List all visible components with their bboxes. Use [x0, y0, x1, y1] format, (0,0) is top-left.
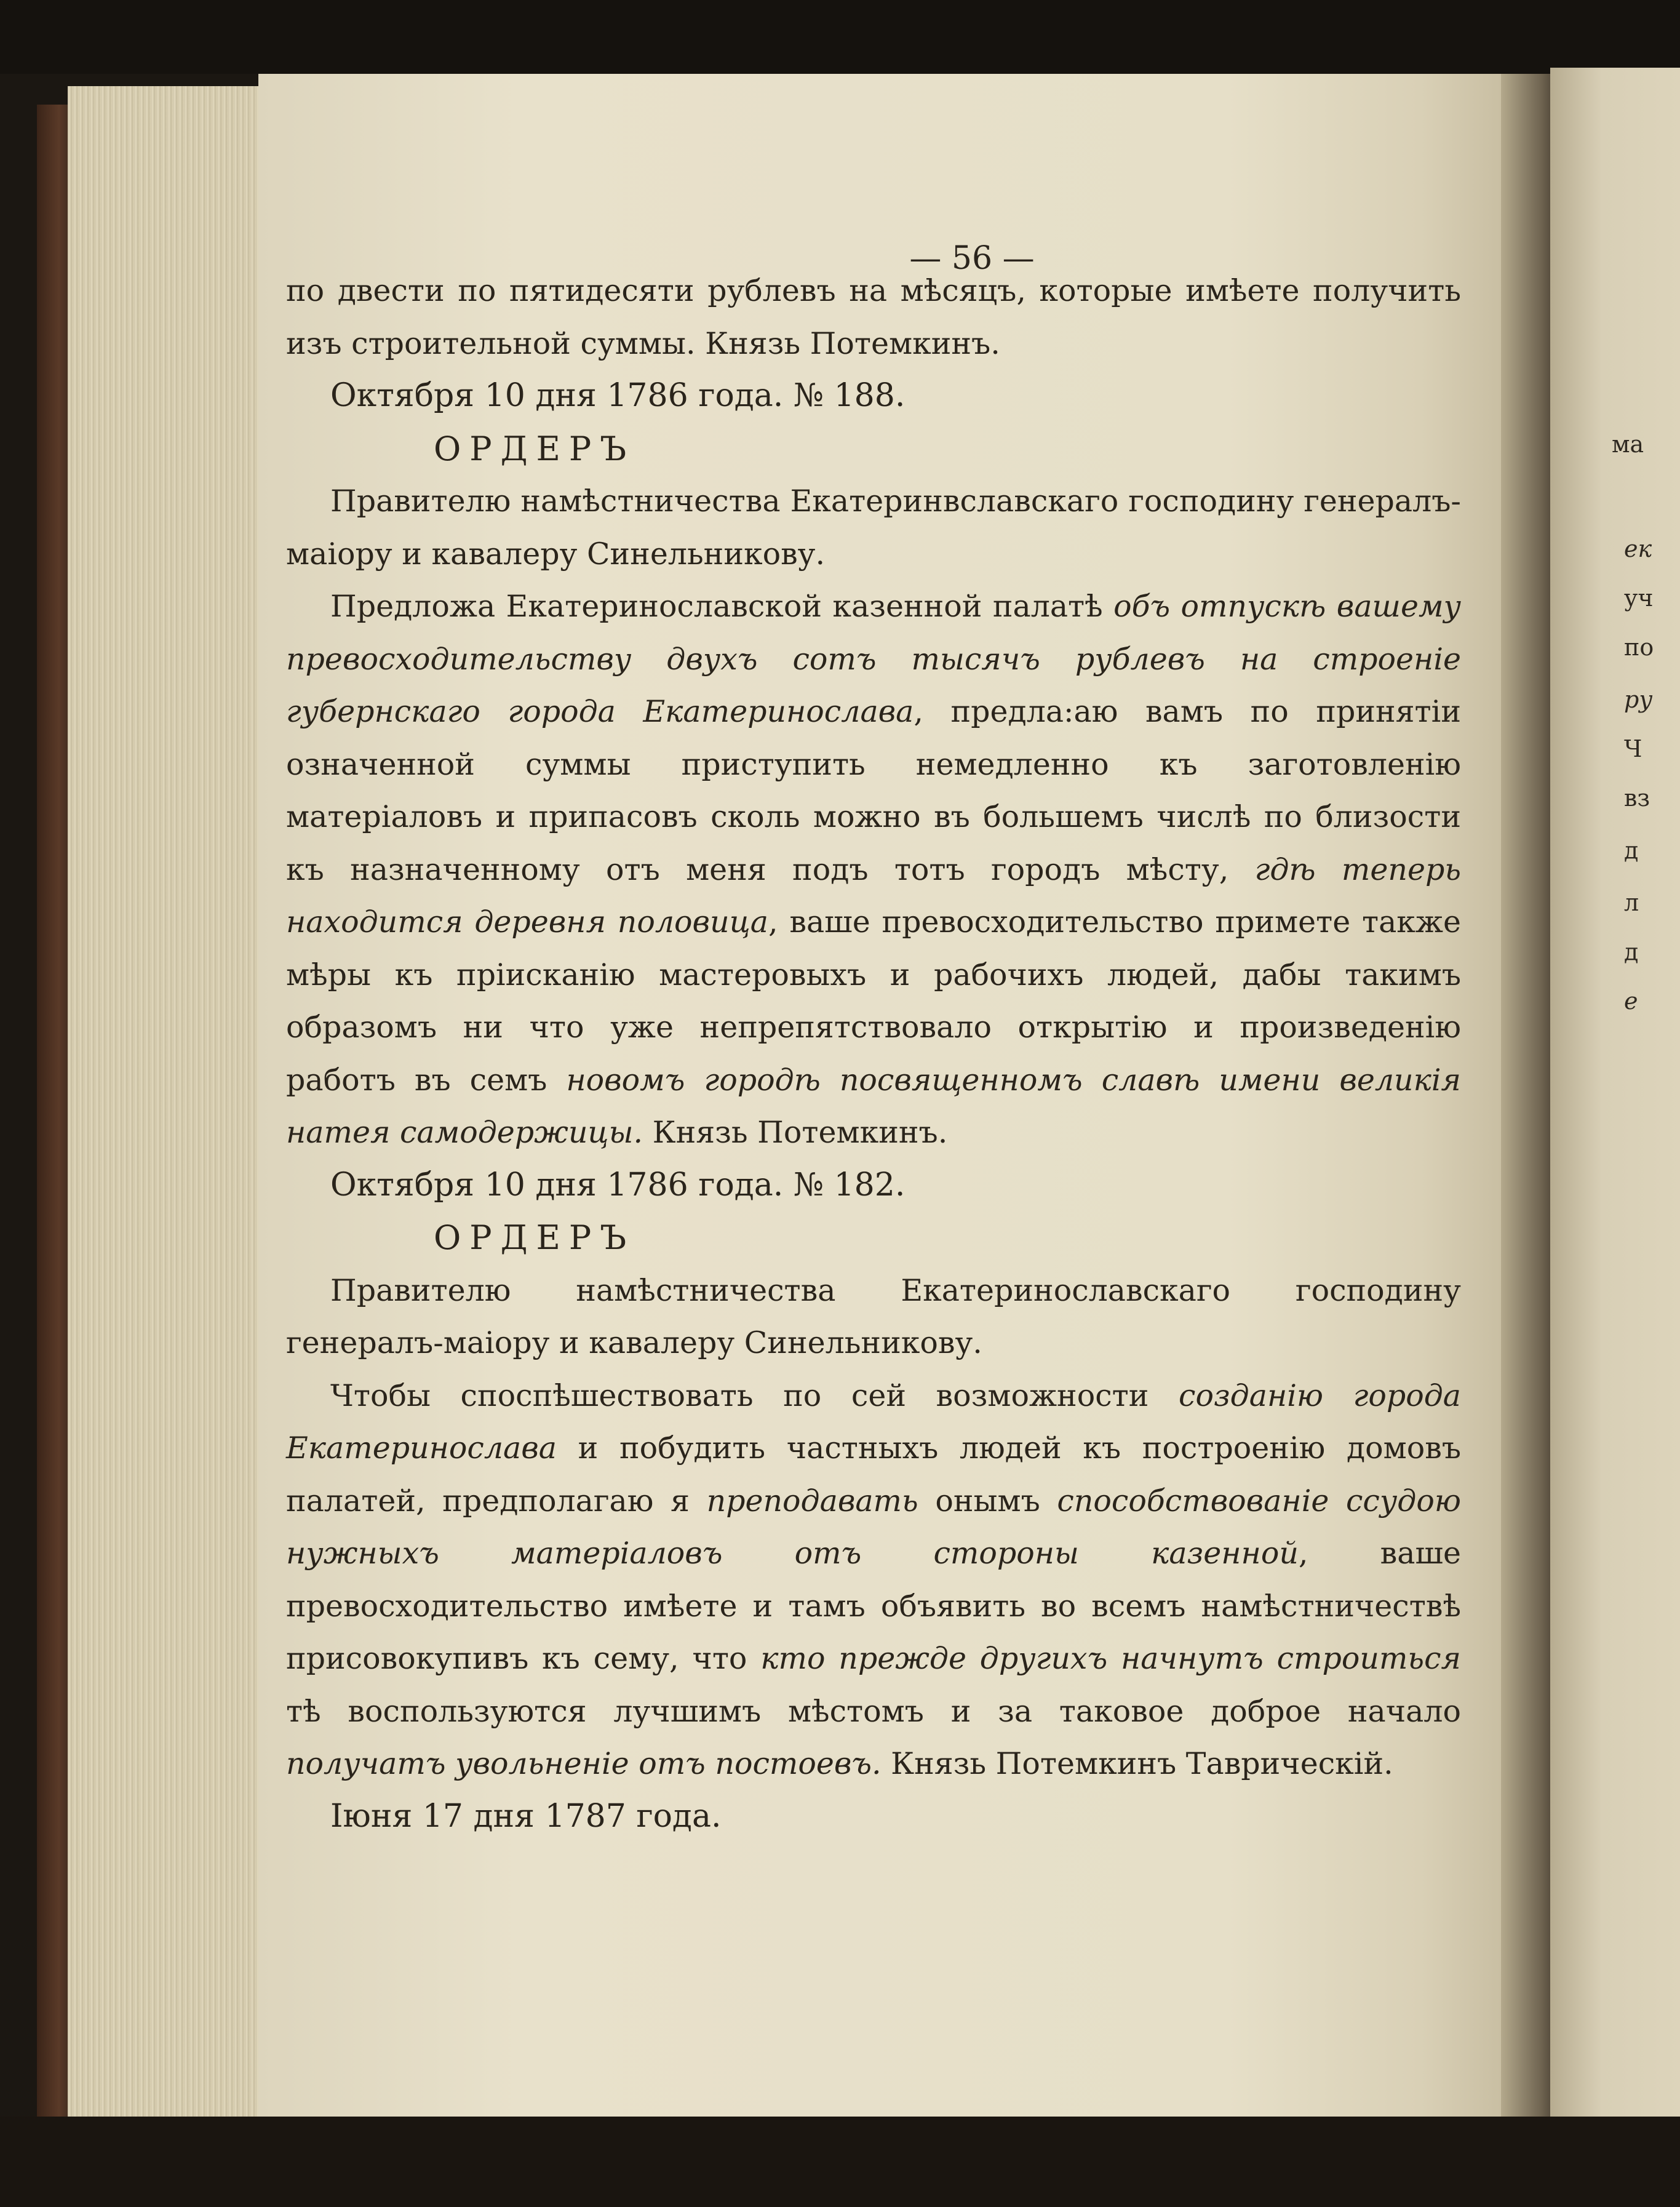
facing-page-text-fragment: л	[1624, 889, 1639, 916]
paragraph	[286, 265, 1461, 370]
italic-text: способствованіе ссудою нужныхъ матеріаловъ отъ стороны казенной	[286, 1483, 1461, 1571]
order-heading	[286, 1211, 1461, 1264]
text-run: Князь Потемкинъ.	[643, 1115, 948, 1150]
facing-page-text-fragment: д	[1624, 938, 1639, 965]
date-line	[286, 370, 1461, 423]
text-run: Правителю намѣстничества Екатеринославскаго господину генералъ-маіору и кавалеру Синельникову.	[286, 1272, 1461, 1360]
facing-page-text-fragment: вз	[1624, 784, 1650, 812]
italic-text: преподавать	[706, 1483, 918, 1519]
page-text	[286, 265, 1461, 1843]
date-line	[286, 1790, 1461, 1843]
text-run: Правителю намѣстничества Екатеринвславскаго господину генералъ-маіору и кавалеру Синельникову.	[286, 484, 1461, 572]
text-run: , ваше превосходительство примете также мѣры къ пріисканію мастеровыхъ и рабочихъ людей, дабы такимъ образомъ ни что уже непрепятствовало открытію и произведенію работъ въ семъ	[286, 904, 1462, 1098]
paragraph	[286, 475, 1461, 580]
text-run: Предложа Екатеринославской казенной палатѣ	[330, 589, 1114, 624]
text-run: и побудить частныхъ людей къ построенію домовъ палатей, предполагаю я	[286, 1431, 1461, 1519]
page-stack-edges	[68, 86, 289, 2117]
facing-page-fragment	[1550, 68, 1680, 2147]
facing-page-text-fragment: ек	[1624, 535, 1652, 562]
paragraph	[286, 580, 1461, 1159]
scan-top-border	[0, 0, 1680, 74]
italic-text: кто прежде другихъ начнутъ строиться	[760, 1641, 1461, 1676]
italic-text: объ отпускѣ вашему превосходительству двухъ сотъ тысячъ рублевъ на строеніе губернскаго города Екатеринослава	[286, 589, 1461, 729]
scan-bottom-border	[0, 2117, 1680, 2207]
text-run: по двести по пятидесяти рублевъ на мѣсяцъ, которые имѣете получить изъ строительной суммы. Князь Потемкинъ.	[286, 273, 1461, 361]
facing-page-text-fragment: уч	[1624, 585, 1654, 612]
paragraph	[286, 1370, 1461, 1790]
facing-page-text-fragment: д	[1624, 837, 1639, 864]
text-run: Іюня 17 дня 1787 года.	[330, 1797, 722, 1835]
order-heading	[286, 423, 1461, 476]
text-run: , предла:аю вамъ по принятіи означенной суммы приступить немедленно къ заготовленію матеріаловъ и припасовъ сколь можно въ большемъ числѣ по близости къ назначенному отъ меня подъ тотъ городъ мѣсту,	[286, 694, 1461, 887]
facing-page-text-fragment: е	[1624, 988, 1638, 1015]
text-run: ОРДЕРЪ	[434, 1218, 635, 1257]
text-run: Князь Потемкинъ Таврическій.	[881, 1746, 1393, 1781]
italic-text: гдѣ теперь находится деревня половица	[286, 852, 1461, 940]
facing-page-text-fragment: по	[1624, 634, 1654, 661]
date-line	[286, 1159, 1461, 1212]
text-run: ОРДЕРЪ	[434, 429, 635, 468]
italic-text: новомъ городѣ посвященномъ славѣ имени великія натея самодержицы.	[286, 1062, 1461, 1150]
text-run: , ваше превосходительство имѣете и тамъ объявить во всемъ намѣстничествѣ присовокупивъ къ сему, что	[286, 1536, 1461, 1676]
paragraph	[286, 1264, 1461, 1370]
italic-text: созданію города Екатеринослава	[286, 1378, 1461, 1466]
facing-page-text-fragment: ма	[1612, 431, 1644, 458]
text-run: Октября 10 дня 1786 года. № 188.	[330, 377, 906, 414]
text-run: тѣ воспользуются лучшимъ мѣстомъ и за таковое доброе начало	[286, 1693, 1461, 1729]
facing-page-text-fragment: Ч	[1624, 735, 1642, 762]
text-run: онымъ	[918, 1483, 1057, 1519]
italic-text: получатъ увольненіе отъ постоевъ.	[286, 1746, 882, 1781]
text-run: Чтобы споспѣшествовать по сей возможности	[330, 1378, 1179, 1413]
text-run: Октября 10 дня 1786 года. № 182.	[330, 1166, 906, 1203]
page-number: — 56 —	[909, 240, 1035, 277]
facing-page-text-fragment: ру	[1624, 686, 1653, 713]
